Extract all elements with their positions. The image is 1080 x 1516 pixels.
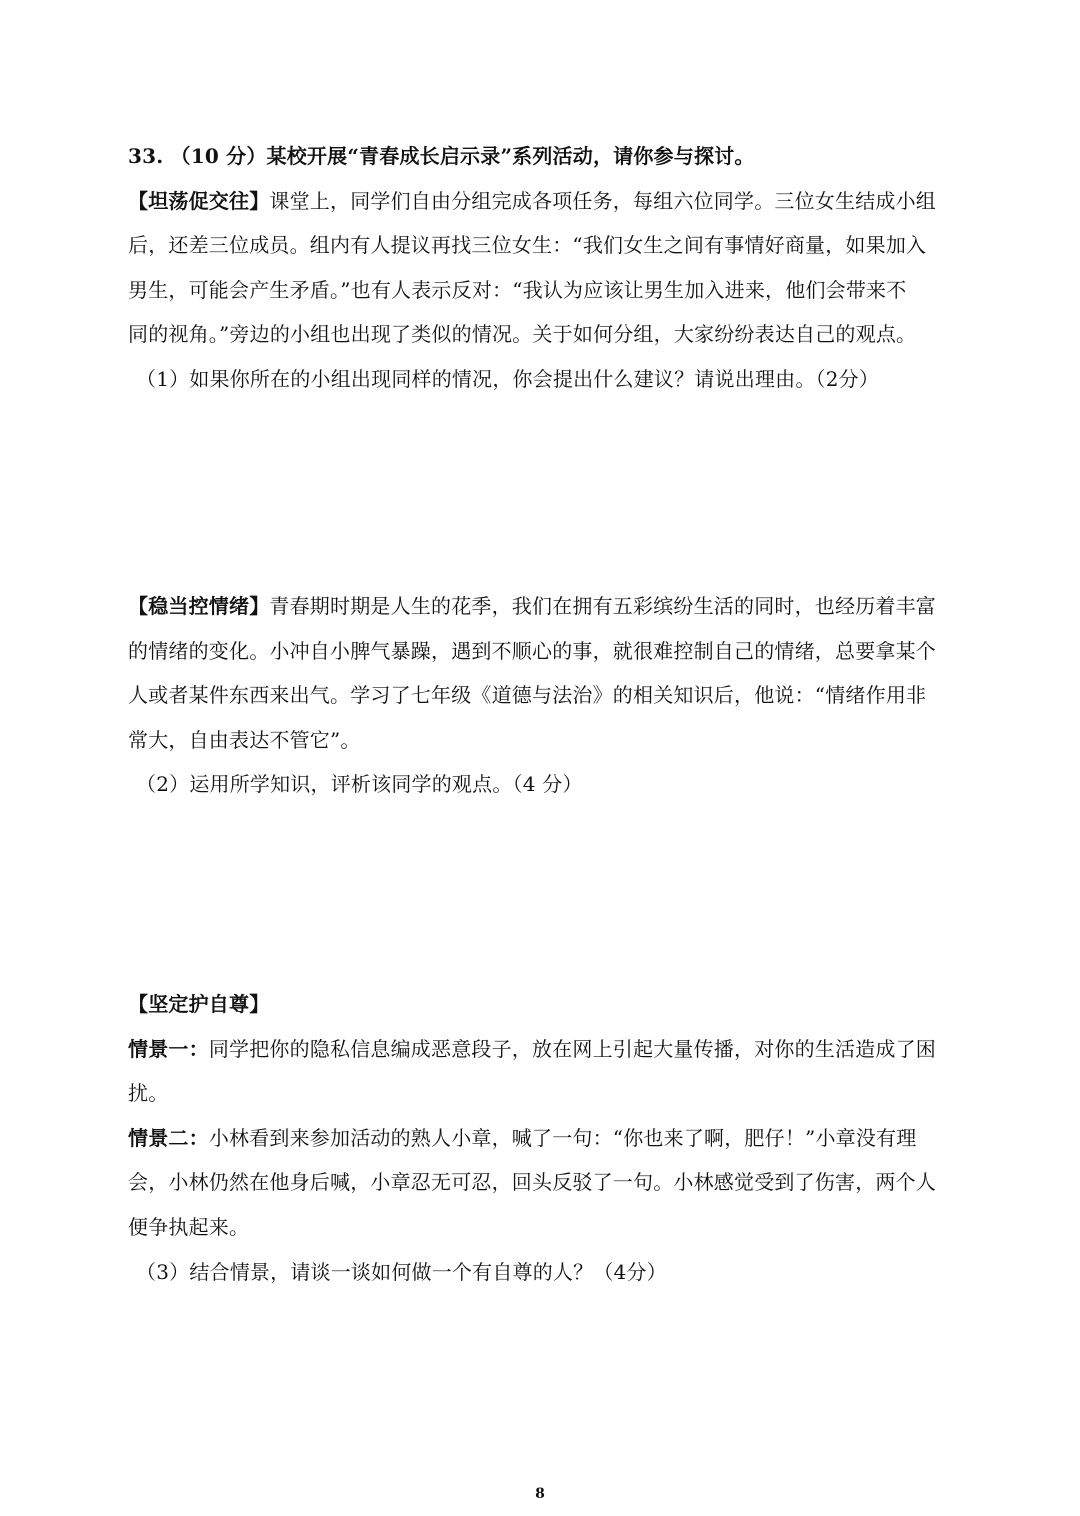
section3-prompt: （3）结合情景，请谈一谈如何做一个有自尊的人？（4分）: [136, 1259, 667, 1284]
scene1-line-2: 扰。: [128, 1081, 169, 1106]
section1-heading: 【坦荡促交往】: [128, 188, 270, 213]
section1-prompt: （1）如果你所在的小组出现同样的情况，你会提出什么建议？请说出理由。（2分）: [136, 366, 880, 391]
section2-heading: 【稳当控情绪】: [128, 594, 270, 618]
section3-heading: 【坚定护自尊】: [128, 992, 270, 1016]
scene2-line-2: 会，小林仍然在他身后喊，小章忍无可忍，回头反驳了一句。小林感觉受到了伤害，两个人: [128, 1170, 936, 1195]
section1-line-4: 同的视角。”旁边的小组也出现了类似的情况。关于如何分组，大家纷纷表达自己的观点。: [128, 322, 917, 347]
scene2-label: 情景二：: [128, 1125, 209, 1150]
section1-line-2: 后，还差三位成员。组内有人提议再找三位女生：“我们女生之间有事情好商量，如果加入: [128, 233, 927, 258]
section1-line-1: 【坦荡促交往】课堂上，同学们自由分组完成各项任务，每组六位同学。三位女生结成小组: [128, 188, 937, 213]
section2: [128, 584, 937, 807]
scene1-label: 情景一：: [128, 1036, 209, 1061]
section1-line-3: 男生，可能会产生矛盾。”也有人表示反对：“我认为应该让男生加入进来，他们会带来不: [128, 277, 907, 302]
question-title: 33. （10 分）某校开展“青春成长启示录”系列活动，请你参与探讨。: [128, 144, 755, 168]
section2-line-4: 常大，自由表达不管它”。: [128, 727, 361, 752]
scene1-line-1: 情景一：同学把你的隐私信息编成恶意段子，放在网上引起大量传播，对你的生活造成了困: [128, 1036, 937, 1061]
section2-line-2: 的情绪的变化。小冲自小脾气暴躁，遇到不顺心的事，就很难控制自己的情绪，总要拿某个: [128, 638, 936, 663]
section2-prompt: （2）运用所学知识，评析该同学的观点。（4 分）: [136, 772, 583, 797]
section2-line-1: 【稳当控情绪】青春期时期是人生的花季，我们在拥有五彩缤纷生活的同时，也经历着丰富: [128, 594, 937, 618]
section2-line-3: 人或者某件东西来出气。学习了七年级《道德与法治》的相关知识后，他说：“情绪作用非: [128, 683, 927, 708]
page-number: 8: [535, 1486, 545, 1502]
section3: [128, 982, 937, 1294]
scene2-line-1: 情景二：小林看到来参加活动的熟人小章，喊了一句：“你也来了啊，肥仔！”小章没有理: [128, 1125, 917, 1150]
scene2-line-3: 便争执起来。: [128, 1214, 250, 1239]
question-33: [128, 134, 937, 402]
